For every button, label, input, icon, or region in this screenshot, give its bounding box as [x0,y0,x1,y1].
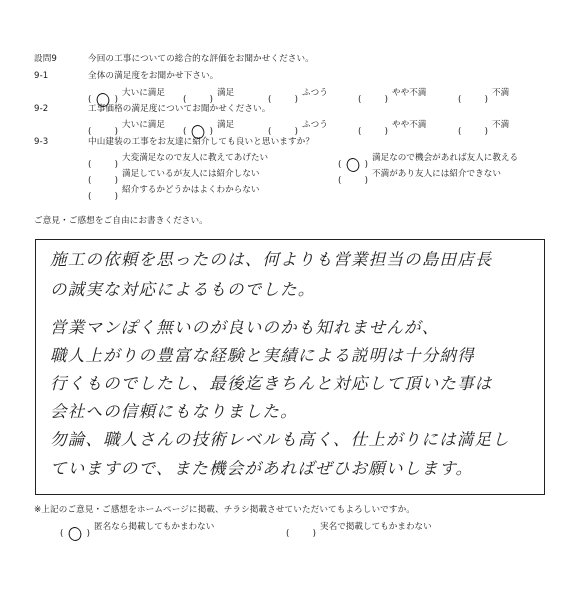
publish-option-real-name[interactable]: ( ) 実名で掲載してもかまわない [286,522,432,539]
q9-1-option-very-satisfied[interactable]: ( ) 大いに満足 [88,88,165,99]
q9-3-option-satisfied-no-referral[interactable]: ( ) 満足しているが友人には紹介しない [88,169,260,186]
q9-1-option-normal[interactable]: ( ) ふつう [268,88,328,105]
question-9-2-text: 工事価格の満足度についてお聞かせください。 [88,104,271,114]
q9-2-option-very-satisfied[interactable]: ( ) 大いに満足 [88,120,165,137]
comment-prompt: ご意見・ご感想をご自由にお書きください。 [34,216,208,226]
publish-option-anonymous[interactable]: ( ) 匿名なら掲載してもかまわない [60,522,214,533]
q9-3-option-tell-friends[interactable]: ( ) 大変満足なので友人に教えてあげたい [88,153,269,170]
q9-3-option-dissatisfied-cannot-refer[interactable]: ( ) 不満があり友人には紹介できない [338,169,501,186]
selected-circle-mark [67,526,83,543]
comment-line: 職人上がりの豊富な経験と実績による説明は十分納得 [50,346,475,365]
q9-1-option-dissatisfied[interactable]: ( ) 不満 [458,88,510,105]
q9-2-option-satisfied[interactable]: ( ) 満足 [183,120,234,131]
q9-2-option-dissatisfied[interactable]: ( ) 不満 [458,120,510,137]
comment-box[interactable] [35,239,545,495]
q9-2-option-somewhat-dissatisfied[interactable]: ( ) やや不満 [358,120,427,137]
comment-line: 行くものでしたし、最後迄きちんと対応して頂いた事は [50,374,493,393]
question-9-2-number: 9-2 [34,104,49,114]
q9-1-option-satisfied[interactable]: ( ) 満足 [183,88,235,105]
comment-line: の誠実な対応によるものでした。 [50,280,316,299]
comment-line: 営業マンぽく無いのが良いのかも知れませんが、 [50,318,440,337]
q9-1-option-somewhat-dissatisfied[interactable]: ( ) やや不満 [358,88,427,105]
question-9-text: 今回の工事についての総合的な評価をお聞かせください。 [88,54,314,64]
question-9-3-text: 中山建装の工事をお友達に紹介しても良いと思いますか？ [88,137,315,147]
comment-line: 施工の依頼を思ったのは、何よりも営業担当の島田店長 [50,250,493,269]
publish-question: ※上記のご意見・ご感想をホームページに掲載、チラシ掲載させていただいてもよろしいですか。 [34,505,415,515]
question-9-number: 設問9 [34,54,57,64]
question-9-1-number: 9-1 [34,71,49,81]
comment-line: 勿論、職人さんの技術レベルも高く、仕上がりには満足し [50,430,510,449]
q9-3-option-unsure[interactable]: ( ) 紹介するかどうかはよくわからない [88,185,260,202]
question-9-1-text: 全体の満足度をお聞かせ下さい。 [88,71,219,81]
comment-line: 会社への信頼にもなりました。 [50,402,298,421]
question-9-3-number: 9-3 [34,137,49,147]
q9-3-option-tell-if-chance[interactable]: ( ) 満足なので機会があれば友人に教える [338,153,518,164]
q9-2-option-normal[interactable]: ( ) ふつう [268,120,328,137]
comment-line: ていますので、また機会があればぜひお願いします。 [50,459,474,478]
